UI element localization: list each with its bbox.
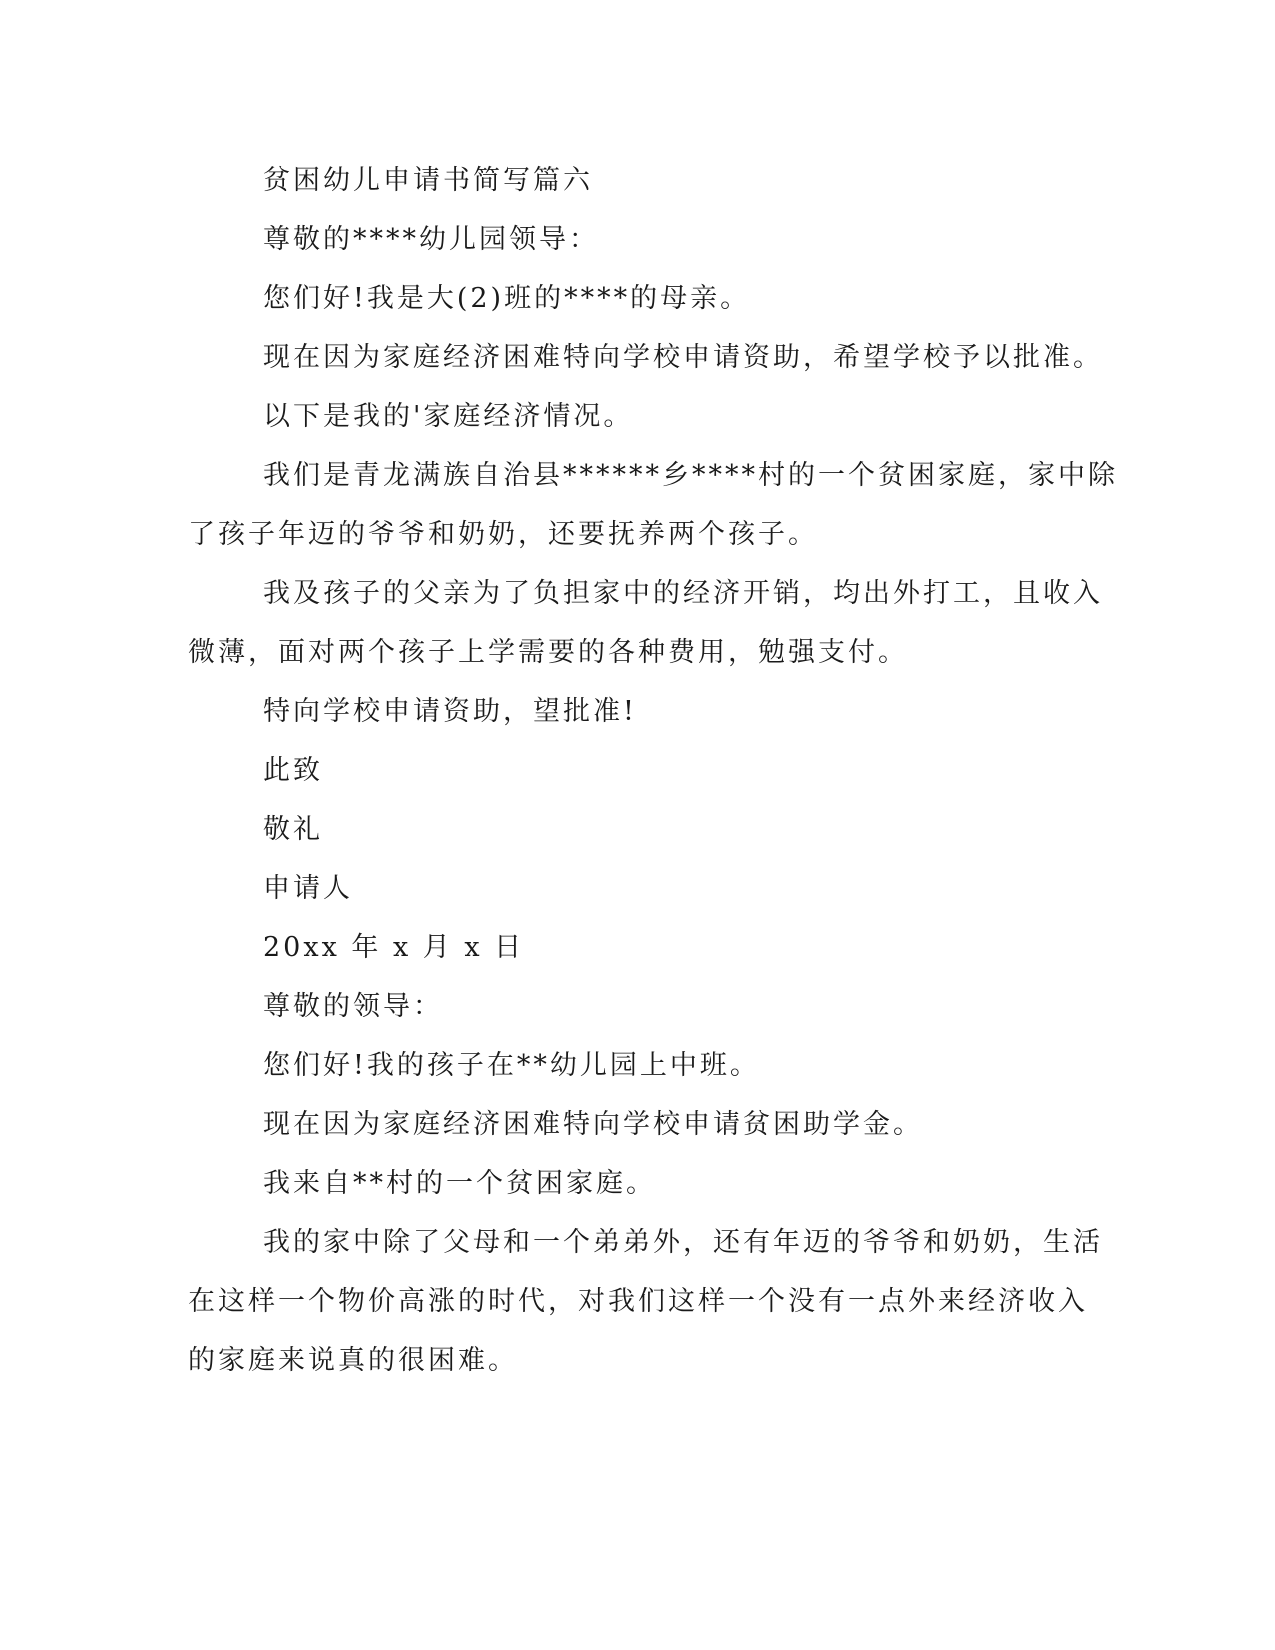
letter1-salutation: 尊敬的****幼儿园领导： — [263, 224, 599, 255]
letter1-closing-2: 敬礼 — [263, 814, 323, 845]
letter1-paragraph-2: 以下是我的'家庭经济情况。 — [263, 401, 634, 432]
letter1-date: 20xx 年 x 月 x 日 — [263, 932, 525, 963]
letter1-paragraph-5: 特向学校申请资助，望批准! — [263, 696, 637, 727]
letter1-paragraph-1: 现在因为家庭经济困难特向学校申请资助，希望学校予以批准。 — [263, 342, 1103, 373]
letter2-paragraph-2: 我来自**村的一个贫困家庭。 — [263, 1168, 656, 1199]
letter2-paragraph-1: 现在因为家庭经济困难特向学校申请贫困助学金。 — [263, 1109, 923, 1140]
letter2-greeting: 您们好!我的孩子在**幼儿园上中班。 — [263, 1050, 760, 1081]
letter2-paragraph-3-line-1: 我的家中除了父母和一个弟弟外，还有年迈的爷爷和奶奶，生活 — [263, 1227, 1103, 1258]
letter1-closing-1: 此致 — [263, 755, 323, 786]
letter1-paragraph-4-line-2: 微薄，面对两个孩子上学需要的各种费用，勉强支付。 — [188, 637, 908, 668]
letter2-paragraph-3-line-2: 在这样一个物价高涨的时代，对我们这样一个没有一点外来经济收入 — [188, 1286, 1088, 1317]
letter2-paragraph-3-line-3: 的家庭来说真的很困难。 — [188, 1345, 518, 1376]
document-title: 贫困幼儿申请书简写篇六 — [263, 165, 593, 196]
letter1-paragraph-3-line-1: 我们是青龙满族自治县******乡****村的一个贫困家庭，家中除 — [263, 460, 1118, 491]
letter1-paragraph-3-line-2: 了孩子年迈的爷爷和奶奶，还要抚养两个孩子。 — [188, 519, 818, 550]
letter1-greeting: 您们好!我是大(2)班的****的母亲。 — [263, 283, 751, 314]
letter1-paragraph-4-line-1: 我及孩子的父亲为了负担家中的经济开销，均出外打工，且收入 — [263, 578, 1103, 609]
letter1-signature: 申请人 — [263, 873, 353, 904]
letter2-salutation: 尊敬的领导： — [263, 991, 443, 1022]
